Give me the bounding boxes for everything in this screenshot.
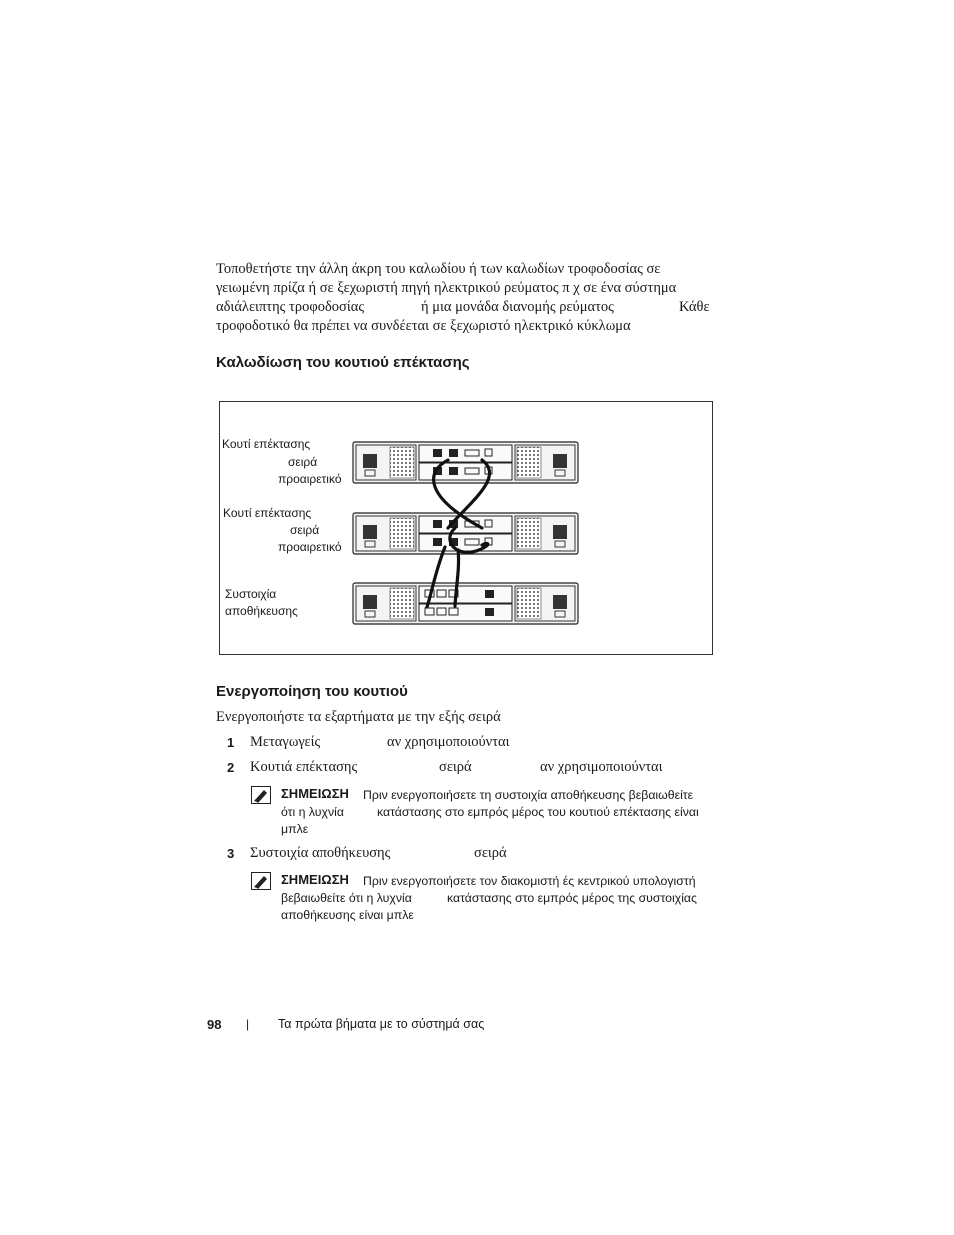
intro-line-4: τροφοδοτικό θα πρέπει να συνδέεται σε ξεχωριστό ηλεκτρικό κύκλωμα bbox=[216, 318, 631, 334]
label-storage-array-2: αποθήκευσης bbox=[225, 604, 298, 618]
section-heading-cabling: Καλωδίωση του κουτιού επέκτασης bbox=[216, 354, 470, 371]
step-2-text-a: Κουτιά επέκτασης bbox=[250, 759, 358, 775]
footer-title: Τα πρώτα βήματα με το σύστημά σας bbox=[278, 1017, 485, 1031]
step-number: 1 bbox=[227, 735, 235, 750]
expansion-enclosure-1 bbox=[353, 442, 578, 483]
section-heading-power-on: Ενεργοποίηση του κουτιού bbox=[216, 683, 408, 700]
label-expansion-1-series: σειρά bbox=[288, 455, 318, 469]
label-storage-array: Συστοιχία bbox=[225, 587, 277, 601]
step-number: 3 bbox=[227, 846, 235, 861]
label-expansion-1-optional: προαιρετικό bbox=[278, 472, 342, 486]
note-pencil-icon bbox=[251, 786, 271, 809]
step-3-text-a: Συστοιχία αποθήκευσης bbox=[250, 845, 391, 861]
label-expansion-2-series: σειρά bbox=[290, 523, 320, 537]
note-2-line-3: αποθήκευσης είναι μπλε bbox=[281, 908, 414, 922]
intro-line-1: Τοποθετήστε την άλλη άκρη του καλωδίου ή των καλωδίων τροφοδοσίας σε bbox=[216, 261, 661, 277]
step-number: 2 bbox=[227, 760, 235, 775]
intro-line-3c: Κάθε bbox=[679, 299, 710, 315]
intro-line-2: γειωμένη πρίζα ή σε ξεχωριστή πηγή ηλεκτρικού ρεύματος π χ σε ένα σύστημα bbox=[216, 280, 677, 296]
note-1-line-1: Πριν ενεργοποιήσετε τη συστοιχία αποθήκευσης βεβαιωθείτε bbox=[363, 788, 694, 802]
footer-separator: | bbox=[246, 1017, 250, 1031]
step-2-text-c: αν χρησιμοποιούνται bbox=[540, 759, 663, 775]
step-2-text-b: σειρά bbox=[439, 759, 472, 775]
note-2-line-1: Πριν ενεργοποιήσετε τον διακομιστή ές κεντρικού υπολογιστή bbox=[363, 874, 696, 888]
cabling-figure bbox=[219, 401, 713, 655]
step-3-text-b: σειρά bbox=[474, 845, 507, 861]
step-1-text-a: Μεταγωγείς bbox=[250, 734, 321, 750]
label-expansion-2-title: Κουτί επέκτασης bbox=[223, 506, 312, 520]
note-1-title: ΣΗΜΕΙΩΣΗ bbox=[281, 786, 349, 801]
note-2-line-2a: βεβαιωθείτε ότι η λυχνία bbox=[281, 891, 412, 905]
note-2-line-2b: κατάστασης στο εμπρός μέρος της συστοιχίας bbox=[447, 891, 697, 905]
label-expansion-1-title: Κουτί επέκτασης bbox=[222, 437, 311, 451]
power-on-intro: Ενεργοποιήστε τα εξαρτήματα με την εξής σειρά bbox=[216, 709, 501, 725]
label-expansion-2-optional: προαιρετικό bbox=[278, 540, 342, 554]
step-1-text-b: αν χρησιμοποιούνται bbox=[387, 734, 510, 750]
page-number: 98 bbox=[207, 1017, 222, 1032]
intro-line-3a: αδιάλειπτης τροφοδοσίας bbox=[216, 299, 365, 315]
note-1-line-2b: κατάστασης στο εμπρός μέρος του κουτιού επέκτασης είναι bbox=[377, 805, 699, 819]
note-1-line-2a: ότι η λυχνία bbox=[281, 805, 344, 819]
note-2-title: ΣΗΜΕΙΩΣΗ bbox=[281, 872, 349, 887]
note-1-line-3: μπλε bbox=[281, 822, 309, 836]
storage-array bbox=[353, 583, 578, 624]
note-pencil-icon bbox=[251, 872, 271, 895]
intro-line-3b: ή μια μονάδα διανομής ρεύματος bbox=[421, 299, 614, 315]
